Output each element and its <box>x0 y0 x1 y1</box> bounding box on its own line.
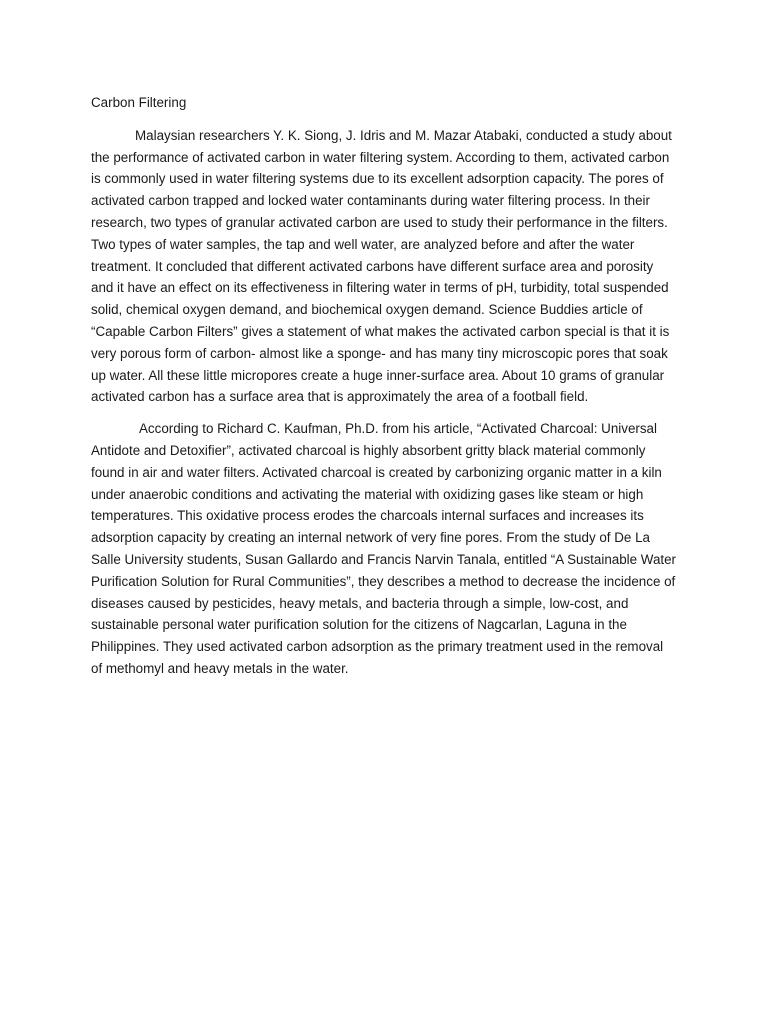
document-title: Carbon Filtering <box>91 95 187 110</box>
paragraph-1: Malaysian researchers Y. K. Siong, J. Idris and M. Mazar Atabaki, conducted a study about the performance of activated carbon in water filtering system. According to them, activated carbon is commonly used in water filtering systems due to its excellent adsorption capacity. The pores of activated carbon trapped and locked water contaminants during water filtering process. In their research, two types of granular activated carbon are used to study their performance in the filters. Two types of water samples, the tap and well water, are analyzed before and after the water treatment. It concluded that different activated carbons have different surface area and porosity and it have an effect on its effectiveness in filtering water in terms of pH, turbidity, total suspended solid, chemical oxygen demand, and biochemical oxygen demand. Science Buddies article of “Capable Carbon Filters” gives a statement of what makes the activated carbon special is that it is very porous form of carbon- almost like a sponge- and has many tiny microscopic pores that soak up water. All these little micropores create a huge inner-surface area. About 10 grams of granular activated carbon has a surface area that is approximately the area of a football field. <box>91 127 672 405</box>
document-body <box>91 92 677 690</box>
paragraph-2: According to Richard C. Kaufman, Ph.D. from his article, “Activated Charcoal: Universal Antidote and Detoxifier”, activated charcoal is highly absorbent gritty black material commonly found in air and water filters. Activated charcoal is created by carbonizing organic matter in a kiln under anaerobic conditions and activating the material with oxidizing gases like steam or high temperatures. This oxidative process erodes the charcoals internal surfaces and increases its adsorption capacity by creating an internal network of very fine pores. From the study of De La Salle University students, Susan Gallardo and Francis Narvin Tanala, entitled “A Sustainable Water Purification Solution for Rural Communities”, they describes a method to decrease the incidence of diseases caused by pesticides, heavy metals, and bacteria through a simple, low-cost, and sustainable personal water purification solution for the citizens of Nagcarlan, Laguna in the Philippines. They used activated carbon adsorption as the primary treatment used in the removal of methomyl and heavy metals in the water. <box>91 421 677 676</box>
